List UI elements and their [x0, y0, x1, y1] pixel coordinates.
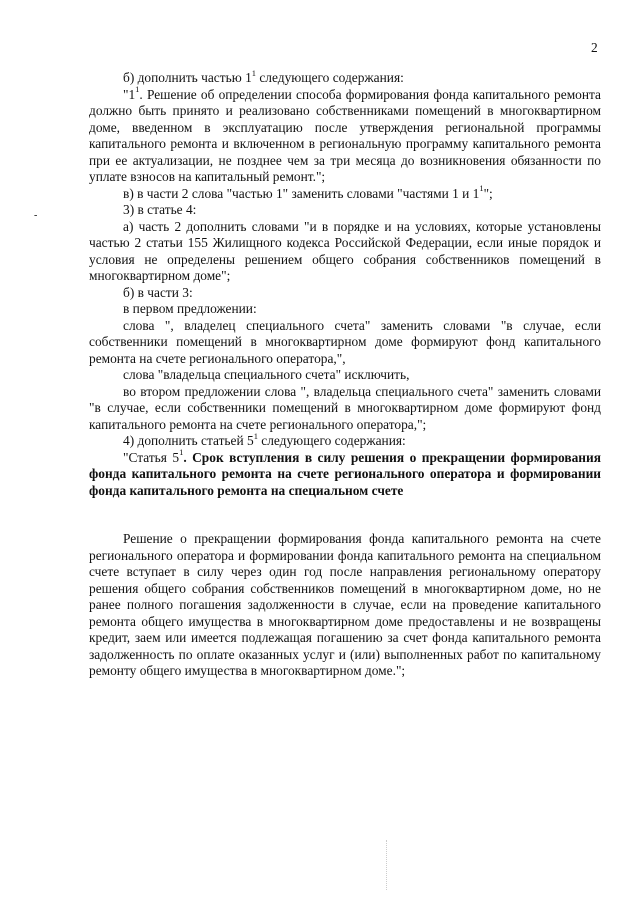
- paragraph-amend-b: [89, 67, 601, 87]
- text-run: . Решение об определении способа формирования фонда капитального ремонта должно быть принято и реализовано собственниками помещений в многоквартирном доме, введенном в эксплуатацию после утверждения региональной программы капитального ремонта и включенном в региональную программу капитального ремонта при ее актуализации, не позднее чем за три месяца до возникновения обязанности по уплате взносов на капитальный ремонт.";: [89, 86, 601, 184]
- article-number: "Статья 5: [123, 449, 180, 465]
- paragraph-amend-v: [89, 183, 601, 203]
- text-run: 4) дополнить статьей 5: [123, 433, 254, 448]
- paragraph-article-4-b: б) в части 3:: [123, 284, 193, 300]
- document-body: [89, 67, 601, 680]
- text-run: .: [183, 449, 193, 465]
- superscript: 1: [251, 67, 257, 78]
- superscript: 1: [135, 84, 140, 95]
- paragraph-first-sentence: в первом предложении:: [123, 301, 257, 316]
- text-run: в) в части 2 слова "частью 1" заменить словами "частями 1 и 1: [123, 185, 480, 201]
- scan-artifact-line: [386, 840, 388, 890]
- paragraph-part-1-1: [89, 84, 601, 186]
- paragraph-add-article-5-1: [89, 430, 601, 450]
- text-run: ";: [483, 185, 493, 201]
- paragraph-replace-owner: слова ", владелец специального счета" заменить словами "в случае, если собственники помещений в многоквартирном доме формируют фонд капитального ремонта на счете регионального оператора,",: [89, 317, 601, 366]
- superscript: 1: [179, 447, 184, 458]
- paragraph-article-4: 3) в статье 4:: [123, 202, 197, 217]
- paragraph-article-4-a: а) часть 2 дополнить словами "и в порядке и на условиях, которые установлены частью 2 статьи 155 Жилищного кодекса Российской Федерации, если иные порядок и условия не определены решением общего собрания собственников помещений в многоквартирном доме";: [89, 218, 601, 283]
- paragraph-remove-owner: слова "владельца специального счета" исключить,: [123, 367, 410, 382]
- stray-mark: -: [34, 210, 38, 221]
- text-run: следующего содержания:: [256, 70, 404, 85]
- superscript: 1: [479, 183, 484, 194]
- superscript: 1: [253, 430, 258, 441]
- text-run: б) дополнить частью 1: [123, 70, 252, 85]
- article-heading: [89, 447, 601, 500]
- page-number: 2: [591, 40, 598, 55]
- article-title: Срок вступления в силу решения о прекращении формирования фонда капитального ремонта на счете регионального оператора и формировании фонда капитального ремонта на специальном счете: [89, 449, 601, 498]
- paragraph-second-sentence: во втором предложении слова ", владельца специального счета" заменить словами "в случае, если собственники помещений в многоквартирном доме формируют фонд капитального ремонта на счете регионального оператора,";: [89, 383, 601, 432]
- text-run: следующего содержания:: [257, 433, 406, 448]
- text-run: "1: [123, 86, 136, 102]
- paragraph-article-body: Решение о прекращении формирования фонда капитального ремонта на счете регионального оператора и формировании фонда капитального ремонта на специальном счете вступает в силу через один год после направления региональному оператору решения общего собрания собственников помещений в многоквартирном доме, но не ранее полного погашения задолженности в случае, если на проведение капитального ремонта общего имущества в многоквартирном доме предоставлены и не возвращены кредит, заем или имеется подлежащая погашению за счет фонда капитального ремонта задолженность по оплате оказанных услуг и (или) выполненных работ по капитальному ремонту общего имущества в многоквартирном доме.";: [89, 531, 601, 678]
